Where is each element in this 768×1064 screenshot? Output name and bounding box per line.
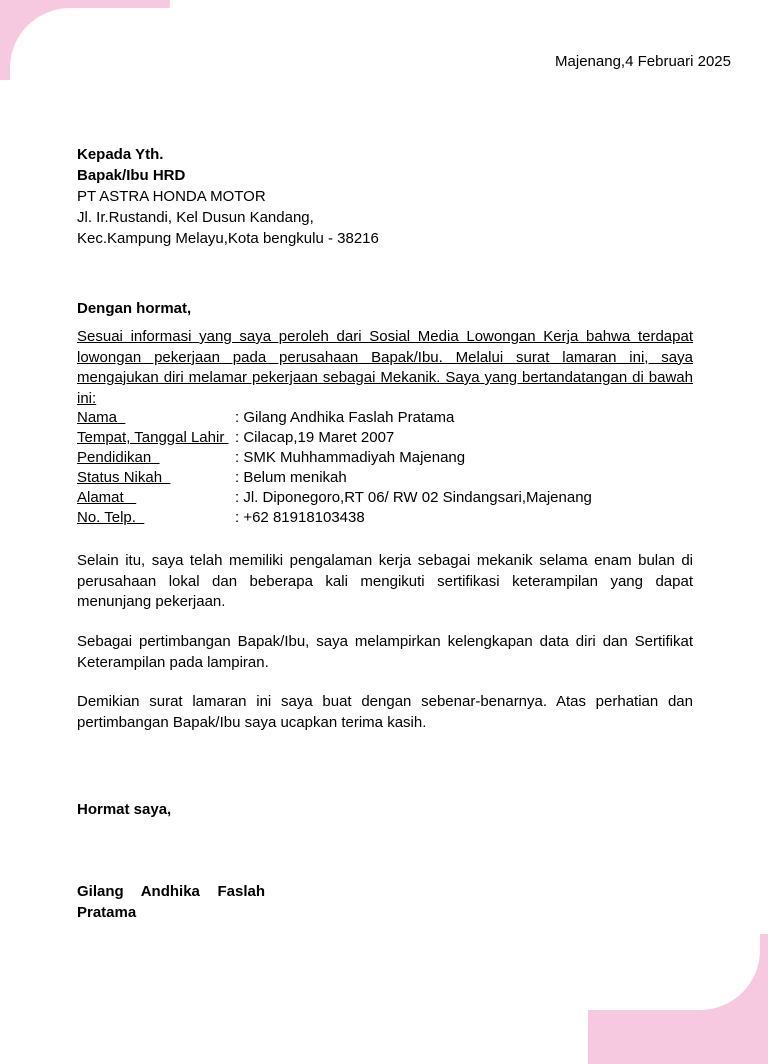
biodata-label: Status Nikah	[77, 469, 171, 486]
closing-paragraph: Demikian surat lamaran ini saya buat dengan sebenar-benarnya. Atas perhatian dan pertimbangan Bapak/Ibu saya ucapkan terima kasih.	[77, 693, 693, 731]
recipient-address-line2: Kec.Kampung Melayu,Kota bengkulu - 38216	[77, 230, 379, 247]
experience-paragraph: Selain itu, saya telah memiliki pengalaman kerja sebagai mekanik selama enam bulan di perusahaan lokal dan beberapa kali mengikuti sertifikasi keterampilan yang dapat menunjang pekerjaan.	[77, 552, 693, 610]
biodata-label: Nama	[77, 409, 126, 426]
recipient-salutation: Kepada Yth.	[77, 146, 164, 163]
biodata-row	[77, 488, 693, 508]
biodata-row	[77, 448, 693, 468]
biodata-label: Pendidikan	[77, 449, 160, 466]
letter-date: Majenang,4 Februari 2025	[555, 53, 731, 70]
biodata-value: : Jl. Diponegoro,RT 06/ RW 02 Sindangsari,Majenang	[235, 489, 592, 506]
biodata-row	[77, 408, 693, 428]
closing-salutation: Hormat saya,	[77, 801, 172, 818]
attachment-paragraph: Sebagai pertimbangan Bapak/Ibu, saya melampirkan kelengkapan data diri dan Sertifikat Keterampilan pada lampiran.	[77, 633, 693, 671]
intro-paragraph: Sesuai informasi yang saya peroleh dari Sosial Media Lowongan Kerja bahwa terdapat lowongan pekerjaan pada perusahaan Bapak/Ibu. Melalui surat lamaran ini, saya mengajukan diri melamar pekerjaan sebagai Mekanik. Saya yang bertandatangan di bawah ini:	[77, 328, 693, 407]
biodata-row	[77, 428, 693, 448]
greeting: Dengan hormat,	[77, 300, 192, 317]
recipient-title: Bapak/Ibu HRD	[77, 167, 186, 184]
signatory-name: Gilang Andhika Faslah Pratama	[77, 883, 265, 921]
biodata-label: No. Telp.	[77, 509, 145, 526]
biodata-value: : Gilang Andhika Faslah Pratama	[235, 409, 455, 426]
biodata-row	[77, 468, 693, 488]
biodata-row	[77, 508, 693, 528]
biodata-value: : Belum menikah	[235, 469, 347, 486]
biodata-label: Alamat	[77, 489, 137, 506]
biodata-value: : Cilacap,19 Maret 2007	[235, 429, 395, 446]
biodata-value: : SMK Muhhammadiyah Majenang	[235, 449, 466, 466]
biodata-value: : +62 81918103438	[235, 509, 365, 526]
recipient-address-line1: Jl. Ir.Rustandi, Kel Dusun Kandang,	[77, 209, 314, 226]
biodata-label: Tempat, Tanggal Lahir	[77, 429, 229, 446]
biodata-table	[77, 408, 693, 528]
recipient-block	[77, 144, 379, 249]
recipient-company: PT ASTRA HONDA MOTOR	[77, 188, 266, 205]
